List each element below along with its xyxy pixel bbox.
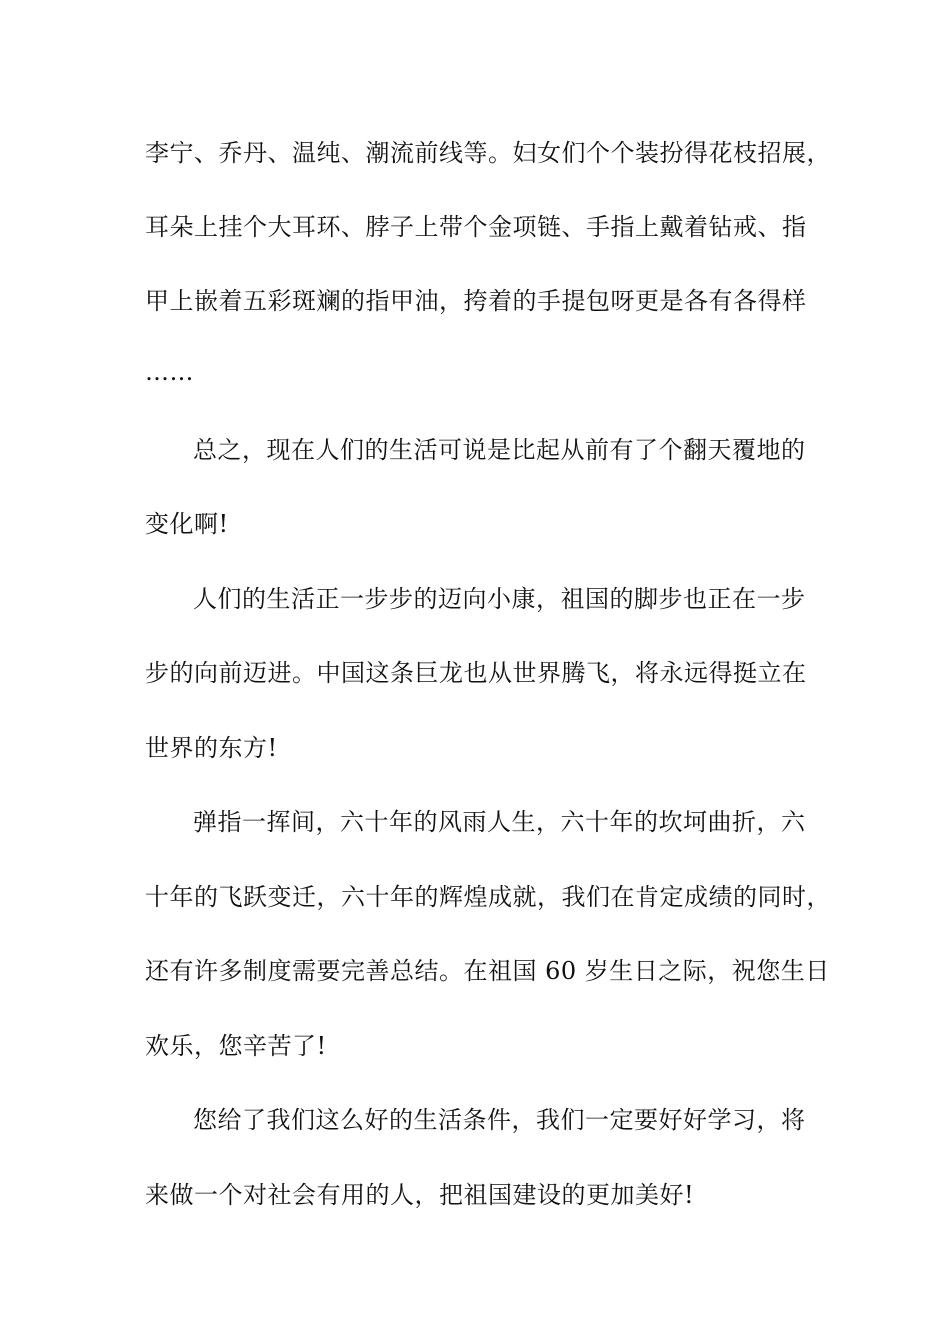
text-line: …… [145,358,194,386]
text-line: 欢乐，您辛苦了! [145,1032,327,1060]
text-line: 耳朵上挂个大耳环、脖子上带个金项链、手指上戴着钻戒、指 [145,213,807,241]
text-line: 世界的东方! [145,734,278,762]
paragraph-start-line: 总之，现在人们的生活可说是比起从前有了个翻天覆地的 [193,436,806,464]
text-line: 甲上嵌着五彩斑斓的指甲油，挎着的手提包呀更是各有各得样 [145,287,807,315]
paragraph-start-line: 您给了我们这么好的生活条件，我们一定要好好学习，将 [193,1106,806,1134]
text-line: 步的向前迈进。中国这条巨龙也从世界腾飞，将永远得挺立在 [145,659,807,687]
paragraph-start-line: 弹指一挥间，六十年的风雨人生，六十年的坎坷曲折，六 [193,808,806,836]
text-line: 还有许多制度需要完善总结。在祖国 60 岁生日之际，祝您生日 [145,957,830,985]
text-line: 李宁、乔丹、温纯、潮流前线等。妇女们个个装扮得花枝招展， [145,139,831,167]
text-line: 来做一个对社会有用的人，把祖国建设的更加美好! [145,1181,695,1209]
text-line: 变化啊! [145,510,229,538]
paragraph-start-line: 人们的生活正一步步的迈向小康，祖国的脚步也正在一步 [193,585,806,613]
text-line: 十年的飞跃变迁，六十年的辉煌成就，我们在肯定成绩的同时， [145,883,831,911]
